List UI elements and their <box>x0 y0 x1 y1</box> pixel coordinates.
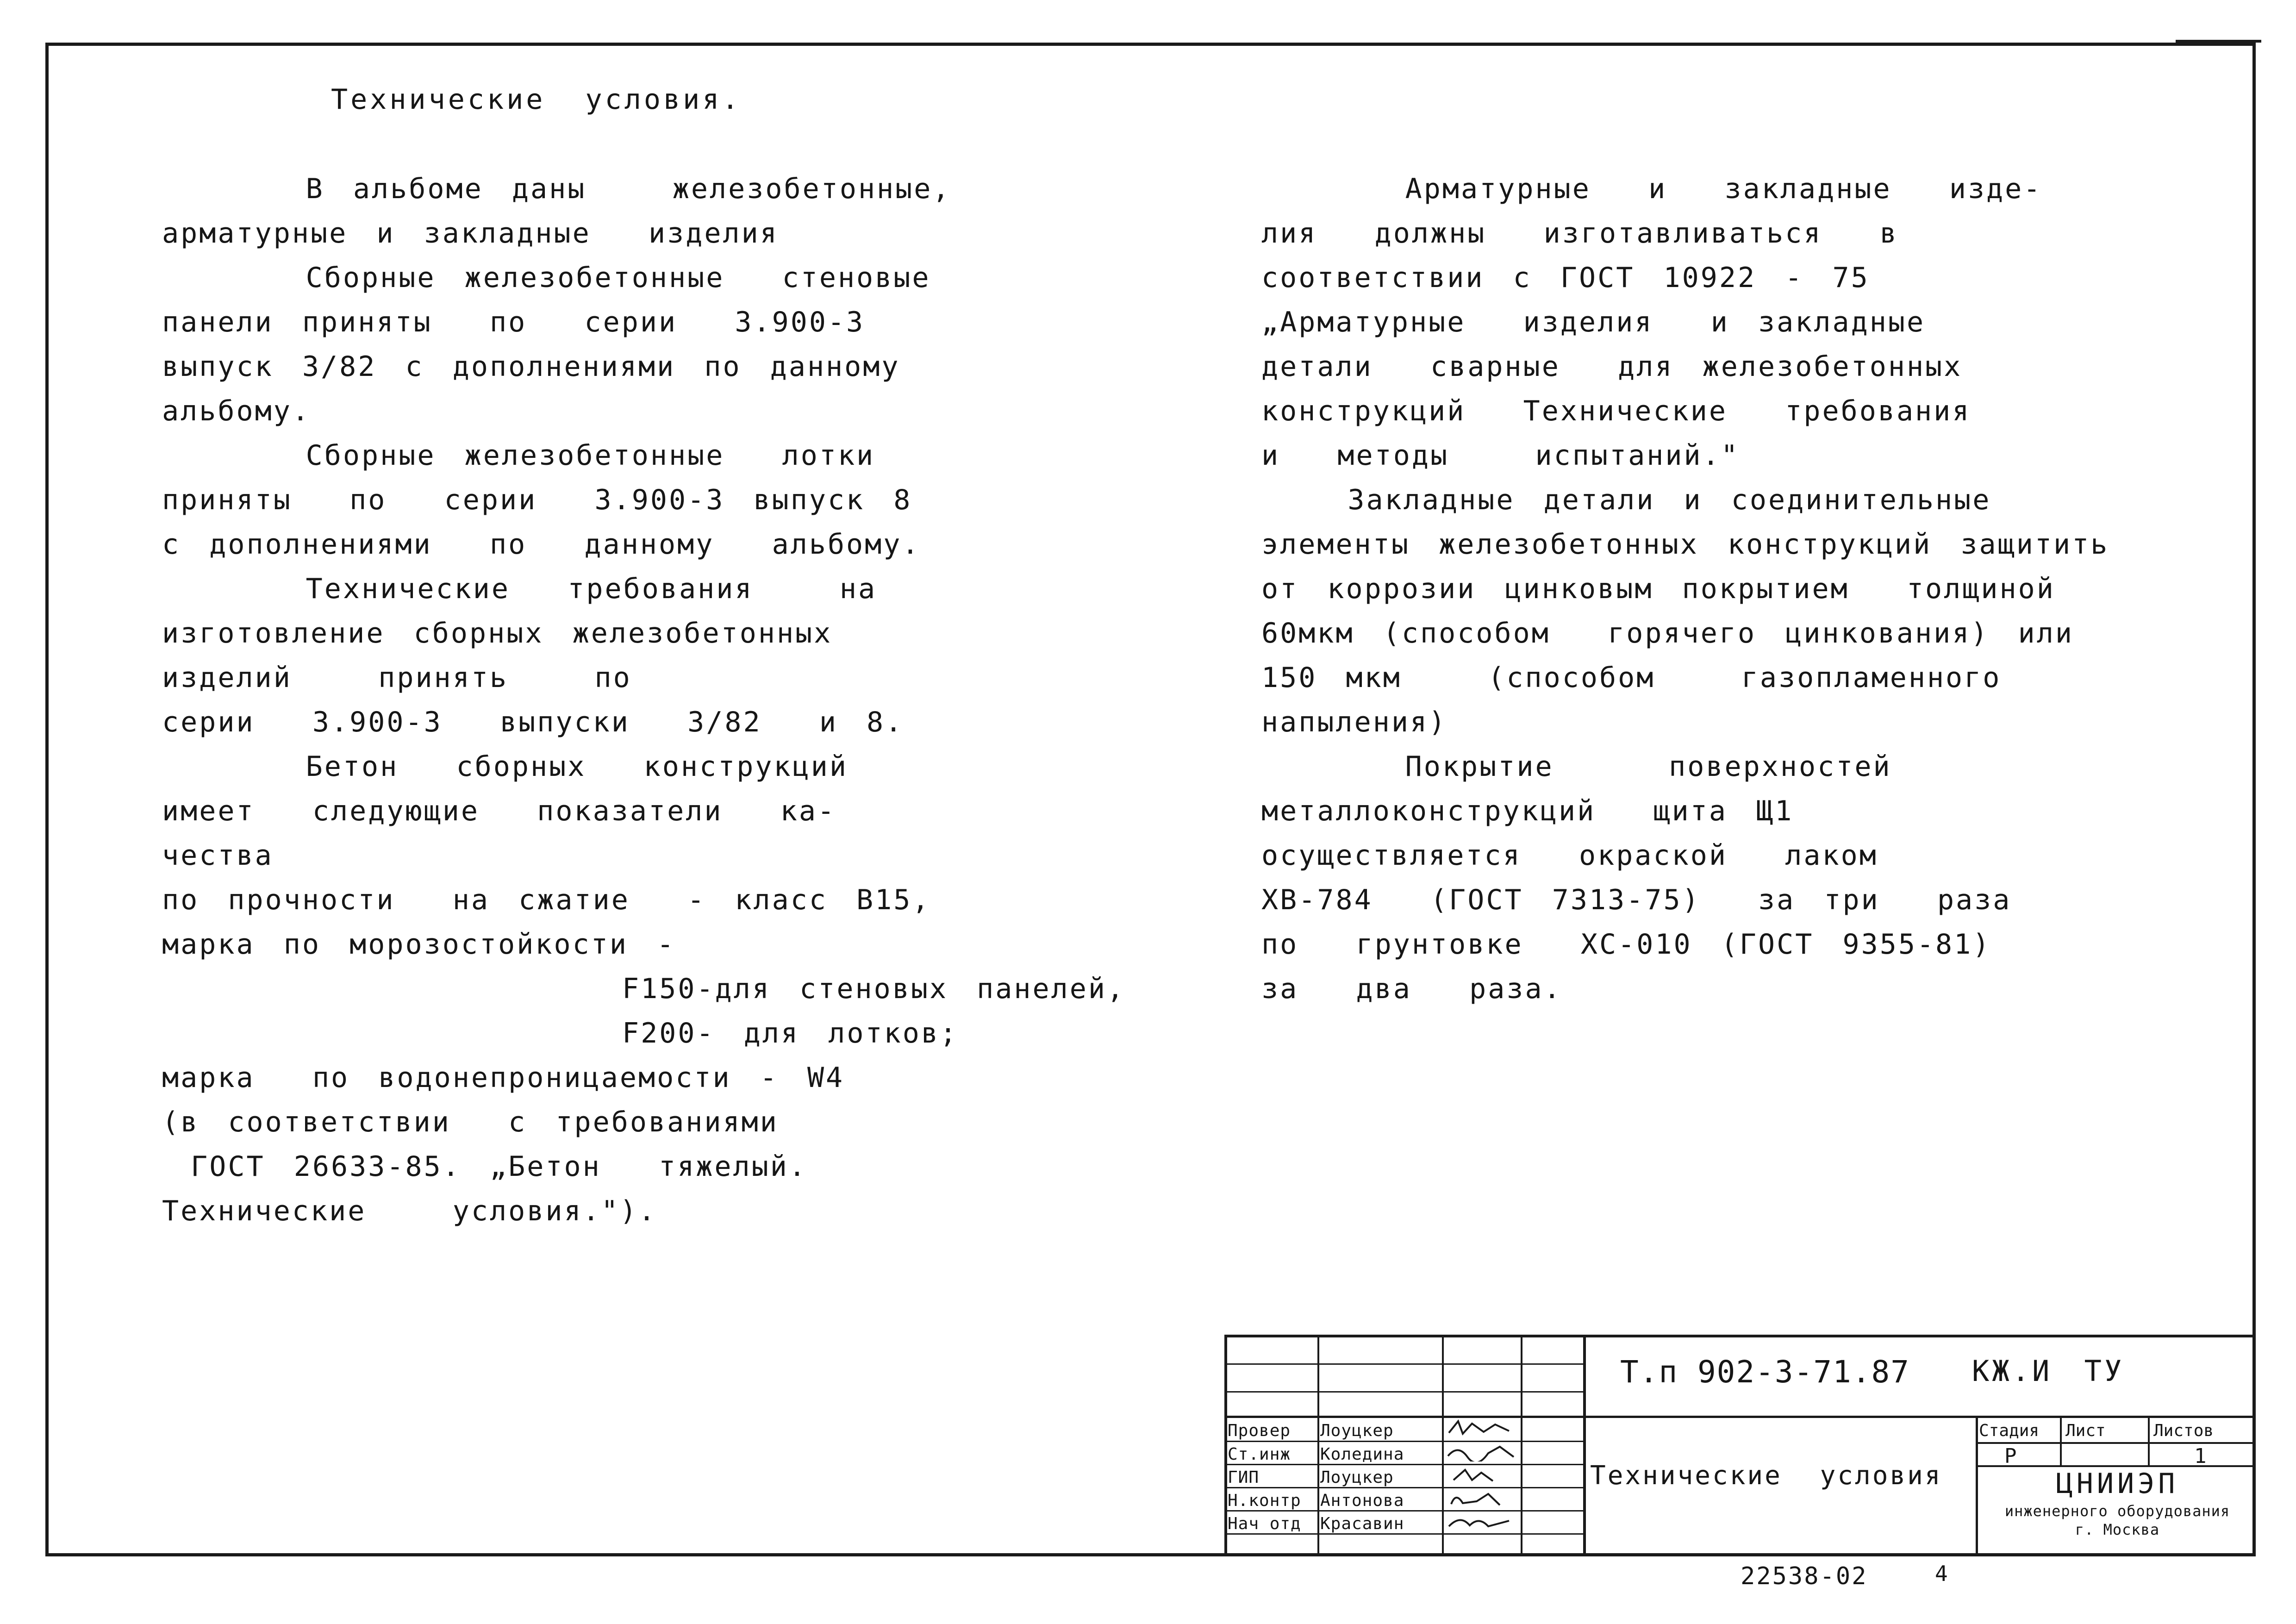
page-title: Технические условия. <box>331 83 742 116</box>
stamp-line <box>1224 1533 1583 1535</box>
text-line: от коррозии цинковым покрытием толщиной <box>1261 573 2055 605</box>
stamp-line <box>1224 1510 1583 1512</box>
handwritten-signature <box>1444 1489 1518 1508</box>
frame-top-tick <box>2176 40 2261 43</box>
signature-role: Нач отд <box>1228 1514 1301 1533</box>
page-mark: 4 <box>1935 1561 1948 1586</box>
text-line: осуществляется окраской лаком <box>1261 839 1878 872</box>
text-line: изготовление сборных железобетонных <box>162 617 833 650</box>
text-line: выпуск 3/82 с дополнениями по данному <box>162 350 900 383</box>
text-line: ГОСТ 26633-85. „Бетон тяжелый. <box>162 1150 807 1183</box>
text-line: Арматурные и закладные изде- <box>1261 173 2042 205</box>
stamp-line <box>2148 1416 2150 1467</box>
text-line: серии 3.900-3 выпуски 3/82 и 8. <box>162 706 904 738</box>
organization-line: инженерного оборудования <box>2004 1502 2230 1520</box>
stamp-line <box>1583 1335 1586 1556</box>
signature-role: ГИП <box>1228 1468 1260 1487</box>
text-line: имеет следующие показатели ка- <box>162 795 836 827</box>
sheet-name: Технические условия <box>1590 1461 1942 1491</box>
sheet-label: Лист <box>2065 1421 2106 1440</box>
sheets-value: 1 <box>2194 1444 2207 1468</box>
text-line: ХВ-784 (ГОСТ 7313-75) за три раза <box>1261 884 2012 916</box>
stamp-line <box>1976 1465 2256 1467</box>
text-line: Покрытие поверхностей <box>1261 750 1892 783</box>
text-line: Закладные детали и соединительные <box>1261 484 1991 516</box>
text-line: с дополнениями по данному альбому. <box>162 528 921 561</box>
text-line: соответствии с ГОСТ 10922 - 75 <box>1261 262 1870 294</box>
signature-name: Антонова <box>1320 1491 1404 1510</box>
text-line: панели приняты по серии 3.900-3 <box>162 306 865 338</box>
text-line: металлоконструкций щита Щ1 <box>1261 795 1794 827</box>
text-line: чества <box>162 839 274 872</box>
signature-role: Ст.инж <box>1228 1445 1291 1464</box>
left-text-column <box>162 167 1125 1233</box>
stamp-line <box>1224 1464 1583 1465</box>
stamp-line <box>1224 1363 1583 1365</box>
handwritten-signature <box>1444 1512 1518 1531</box>
text-line: конструкций Технические требования <box>1261 395 1971 427</box>
stamp-line <box>2060 1416 2062 1467</box>
organization-city: г. Москва <box>2075 1521 2160 1538</box>
document-number: Т.п 902-3-71.87 <box>1620 1354 1910 1390</box>
text-line: Сборные железобетонные лотки <box>162 439 875 472</box>
signature-name: Лоуцкер <box>1320 1421 1394 1440</box>
text-line: лия должны изготавливаться в <box>1261 217 1898 250</box>
document-code: КЖ.И ТУ <box>1972 1354 2125 1388</box>
text-line: Бетон сборных конструкций <box>162 750 848 783</box>
text-line: арматурные и закладные изделия <box>162 217 779 250</box>
text-line: за два раза. <box>1261 973 1562 1005</box>
stamp-line <box>1224 1391 1583 1393</box>
text-line: 150 мкм (способом газопламенного <box>1261 662 2002 694</box>
text-line: В альбоме даны железобетонные, <box>162 173 951 205</box>
stamp-line <box>1976 1416 1978 1556</box>
stamp-line <box>1521 1335 1522 1556</box>
text-line: „Арматурные изделия и закладные <box>1261 306 1926 338</box>
text-line: марка по водонепроницаемости - W4 <box>162 1062 845 1094</box>
stamp-line <box>1224 1487 1583 1488</box>
handwritten-signature <box>1444 1443 1518 1462</box>
right-text-column <box>1261 167 2109 1011</box>
text-line: напыления) <box>1261 706 1447 738</box>
stamp-line <box>1317 1335 1319 1556</box>
text-line: Технические условия."). <box>162 1195 657 1227</box>
text-line: Сборные железобетонные стеновые <box>162 262 931 294</box>
signature-role: Н.контр <box>1228 1491 1301 1510</box>
signature-name: Коледина <box>1320 1445 1404 1464</box>
signature-name: Красавин <box>1320 1514 1404 1533</box>
text-line: и методы испытаний." <box>1261 439 1740 472</box>
text-line: марка по морозостойкости - <box>162 928 676 961</box>
signature-role: Провер <box>1228 1421 1291 1440</box>
text-line: 60мкм (способом горячего цинкования) или <box>1261 617 2074 650</box>
text-line: приняты по серии 3.900-3 выпуск 8 <box>162 484 912 516</box>
organization-name: ЦНИИЭП <box>2056 1468 2179 1500</box>
signature-name: Лоуцкер <box>1320 1468 1394 1487</box>
text-line: изделий принять по <box>162 662 632 694</box>
text-line: (в соответствии с требованиями <box>162 1106 779 1138</box>
text-line: элементы железобетонных конструкций защитить <box>1261 528 2109 561</box>
text-line: F200- для лотков; <box>162 1017 959 1049</box>
stage-label: Стадия <box>1979 1421 2040 1440</box>
text-line: F150-для стеновых панелей, <box>162 973 1126 1005</box>
inventory-number: 22538-02 <box>1741 1562 1868 1590</box>
stage-value: Р <box>2004 1444 2017 1468</box>
stamp-line <box>1224 1335 2256 1337</box>
text-line: детали сварные для железобетонных <box>1261 350 1963 383</box>
stamp-line <box>1224 1441 1583 1442</box>
stamp-line <box>1224 1416 2256 1418</box>
stamp-line <box>1442 1335 1444 1556</box>
text-line: альбому. <box>162 395 311 427</box>
text-line: Технические требования на <box>162 573 877 605</box>
handwritten-signature <box>1444 1419 1518 1437</box>
sheets-label: Листов <box>2153 1421 2214 1440</box>
text-line: по прочности на сжатие - класс В15, <box>162 884 931 916</box>
text-line: по грунтовке ХС-010 (ГОСТ 9355-81) <box>1261 928 1991 961</box>
handwritten-signature <box>1444 1466 1518 1485</box>
stamp-line <box>1976 1442 2256 1444</box>
